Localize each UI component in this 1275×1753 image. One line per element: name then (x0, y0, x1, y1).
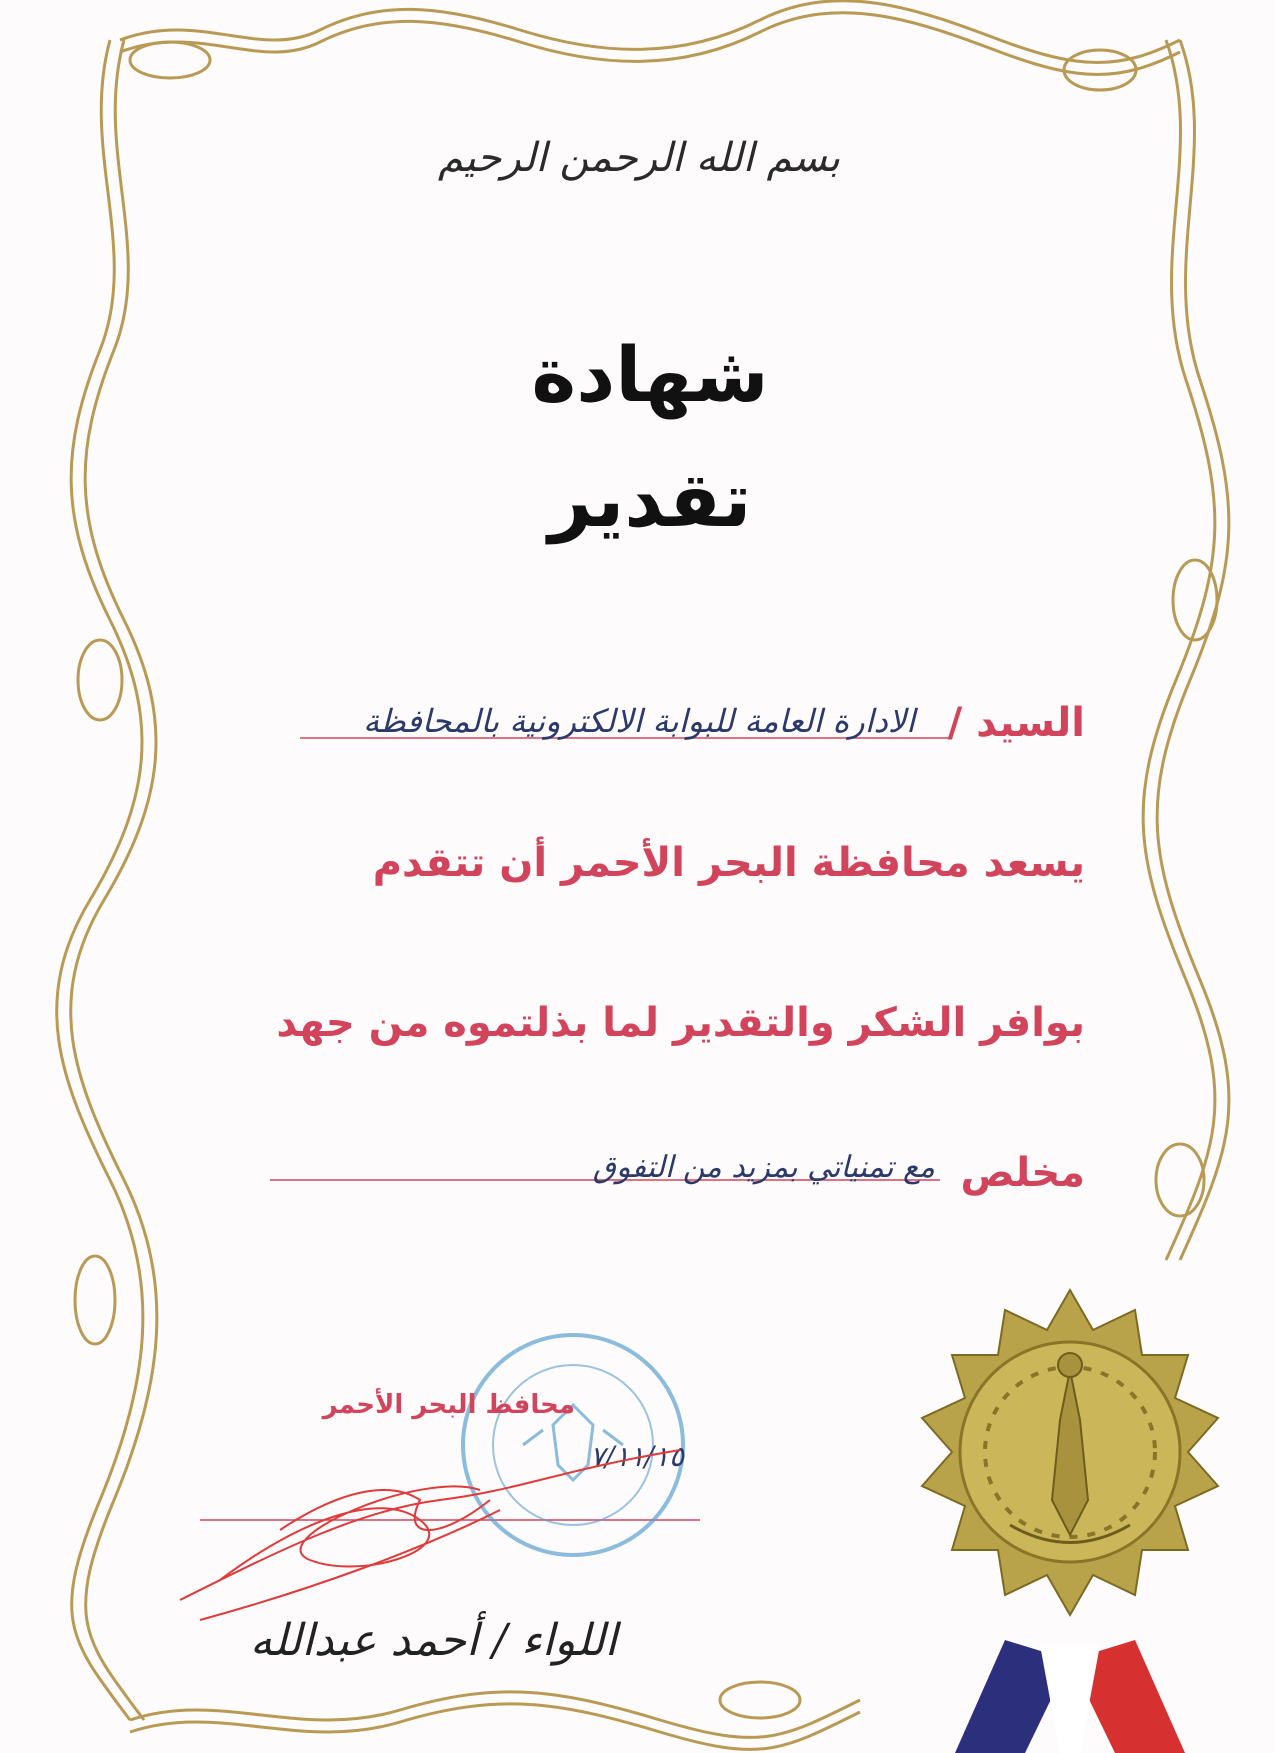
gold-seal (880, 1270, 1260, 1753)
handwritten-date: ٧/١١/١٥ (590, 1440, 685, 1473)
governor-title: محافظ البحر الأحمر (322, 1390, 575, 1420)
signatory-name: اللواء / أحمد عبدالله (250, 1615, 617, 1666)
body-line-1: يسعد محافظة البحر الأحمر أن تتقدم (372, 840, 1085, 886)
closing-value: مع تمنياتي بمزيد من التفوق (592, 1150, 935, 1185)
signature-scribble (160, 1430, 720, 1630)
body-line-2: بوافر الشكر والتقدير لما بذلتموه من جهد (276, 1000, 1085, 1046)
recipient-label: السيد / (947, 700, 1085, 746)
basmala: بسم الله الرحمن الرحيم (437, 135, 840, 181)
certificate-title: شهادة (531, 330, 769, 419)
recipient-value: الادارة العامة للبوابة الالكترونية بالمحافظة (363, 702, 915, 740)
certificate-subtitle: تقدير (548, 455, 752, 544)
closing-label: مخلص (960, 1150, 1085, 1196)
